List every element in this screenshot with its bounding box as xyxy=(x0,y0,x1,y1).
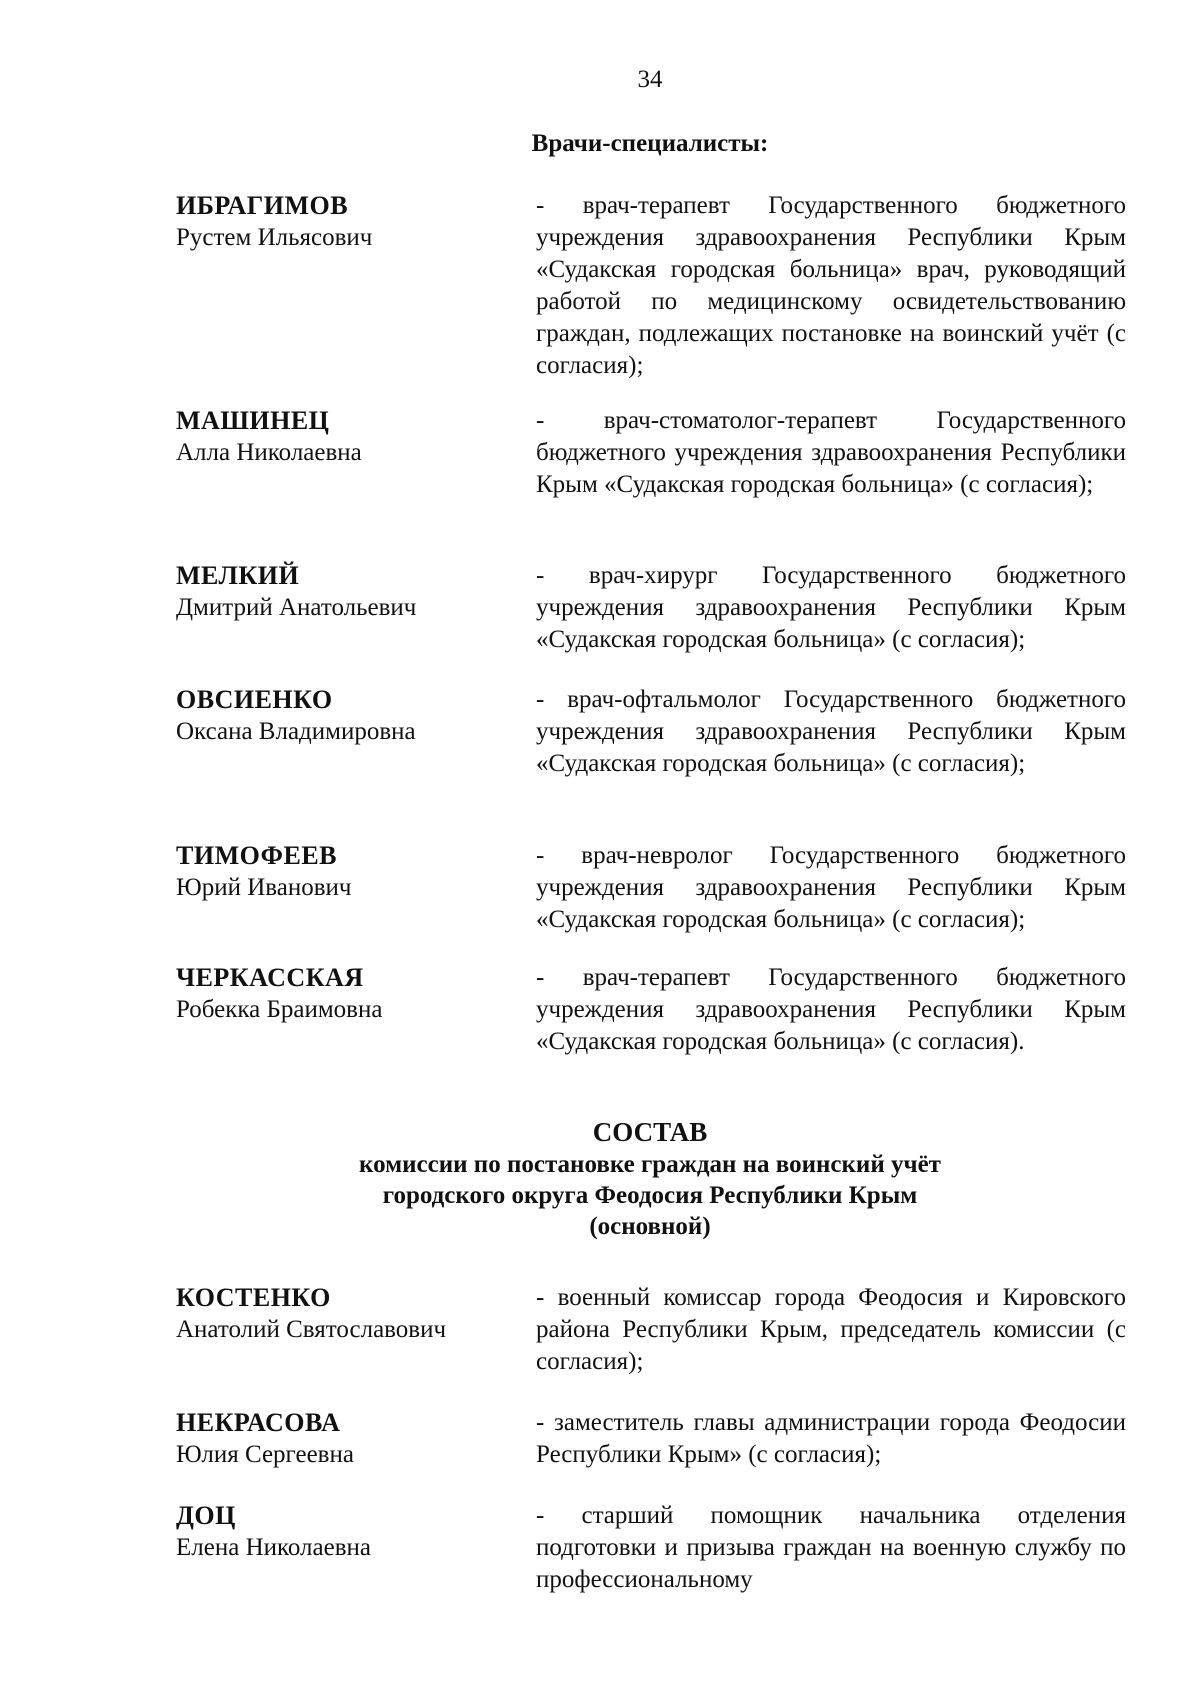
composition-title: СОСТАВ xyxy=(592,1117,708,1147)
person-name xyxy=(176,190,536,254)
surname: НЕКРАСОВА xyxy=(176,1408,341,1437)
surname: ОВСИЕНКО xyxy=(176,685,333,714)
given-name: Рустем Ильясович xyxy=(176,224,373,251)
section-heading: Врачи-специалисты: xyxy=(531,130,769,157)
person-name xyxy=(176,962,536,1026)
surname: ТИМОФЕЕВ xyxy=(176,841,338,870)
person-name xyxy=(176,1282,536,1346)
surname: МАШИНЕЦ xyxy=(176,406,330,435)
composition-heading xyxy=(0,1115,1200,1242)
person-name xyxy=(176,560,536,624)
person-name xyxy=(176,1500,536,1564)
role-description: - заместитель главы администрации города Феодосии Республики Крым» (с согласия); xyxy=(536,1409,1126,1468)
surname: МЕЛКИЙ xyxy=(176,561,300,590)
composition-line: комиссии по постановке граждан на воинский учёт xyxy=(359,1151,941,1178)
role-description: - врач-офтальмолог Государственного бюджетного учреждения здравоохранения Республики Крым «Судакская городская больница» (с согласия); xyxy=(536,686,1126,777)
given-name: Оксана Владимировна xyxy=(176,718,416,745)
role-description: - врач-стоматолог-терапевт Государственного бюджетного учреждения здравоохранения Республики Крым «Судакская городская больница» (с согласия); xyxy=(536,407,1126,498)
person-name xyxy=(176,684,536,748)
person-name xyxy=(176,1407,536,1471)
given-name: Елена Николаевна xyxy=(176,1534,371,1561)
person-name xyxy=(176,840,536,904)
composition-line: (основной) xyxy=(589,1213,711,1240)
given-name: Анатолий Святославович xyxy=(176,1316,447,1343)
role-description: - врач-невролог Государственного бюджетного учреждения здравоохранения Республики Крым «Судакская городская больница» (с согласия); xyxy=(536,842,1126,933)
person-name xyxy=(176,405,536,469)
page-number: 34 xyxy=(637,66,663,93)
given-name: Робекка Браимовна xyxy=(176,996,383,1023)
role-description: - врач-терапевт Государственного бюджетного учреждения здравоохранения Республики Крым «Судакская городская больница» (с согласия). xyxy=(536,964,1126,1055)
surname: КОСТЕНКО xyxy=(176,1283,331,1312)
surname: ДОЦ xyxy=(176,1501,236,1530)
role-description: - врач-хирург Государственного бюджетного учреждения здравоохранения Республики Крым «Судакская городская больница» (с согласия); xyxy=(536,562,1126,653)
given-name: Юрий Иванович xyxy=(176,874,352,901)
role-description: - старший помощник начальника отделения подготовки и призыва граждан на военную службу по профессиональному xyxy=(536,1502,1126,1593)
composition-line: городского округа Феодосия Республики Крым xyxy=(382,1182,918,1209)
given-name: Дмитрий Анатольевич xyxy=(176,594,417,621)
role-description: - врач-терапевт Государственного бюджетного учреждения здравоохранения Республики Крым «Судакская городская больница» врач, руководящий работой по медицинскому освидетельствованию граждан, подлежащих постановке на воинский учёт (с согласия); xyxy=(536,192,1126,379)
given-name: Юлия Сергеевна xyxy=(176,1441,354,1468)
role-description: - военный комиссар города Феодосия и Кировского района Республики Крым, председатель комиссии (с согласия); xyxy=(536,1284,1126,1375)
surname: ИБРАГИМОВ xyxy=(176,191,349,220)
given-name: Алла Николаевна xyxy=(176,439,362,466)
surname: ЧЕРКАССКАЯ xyxy=(176,963,364,992)
